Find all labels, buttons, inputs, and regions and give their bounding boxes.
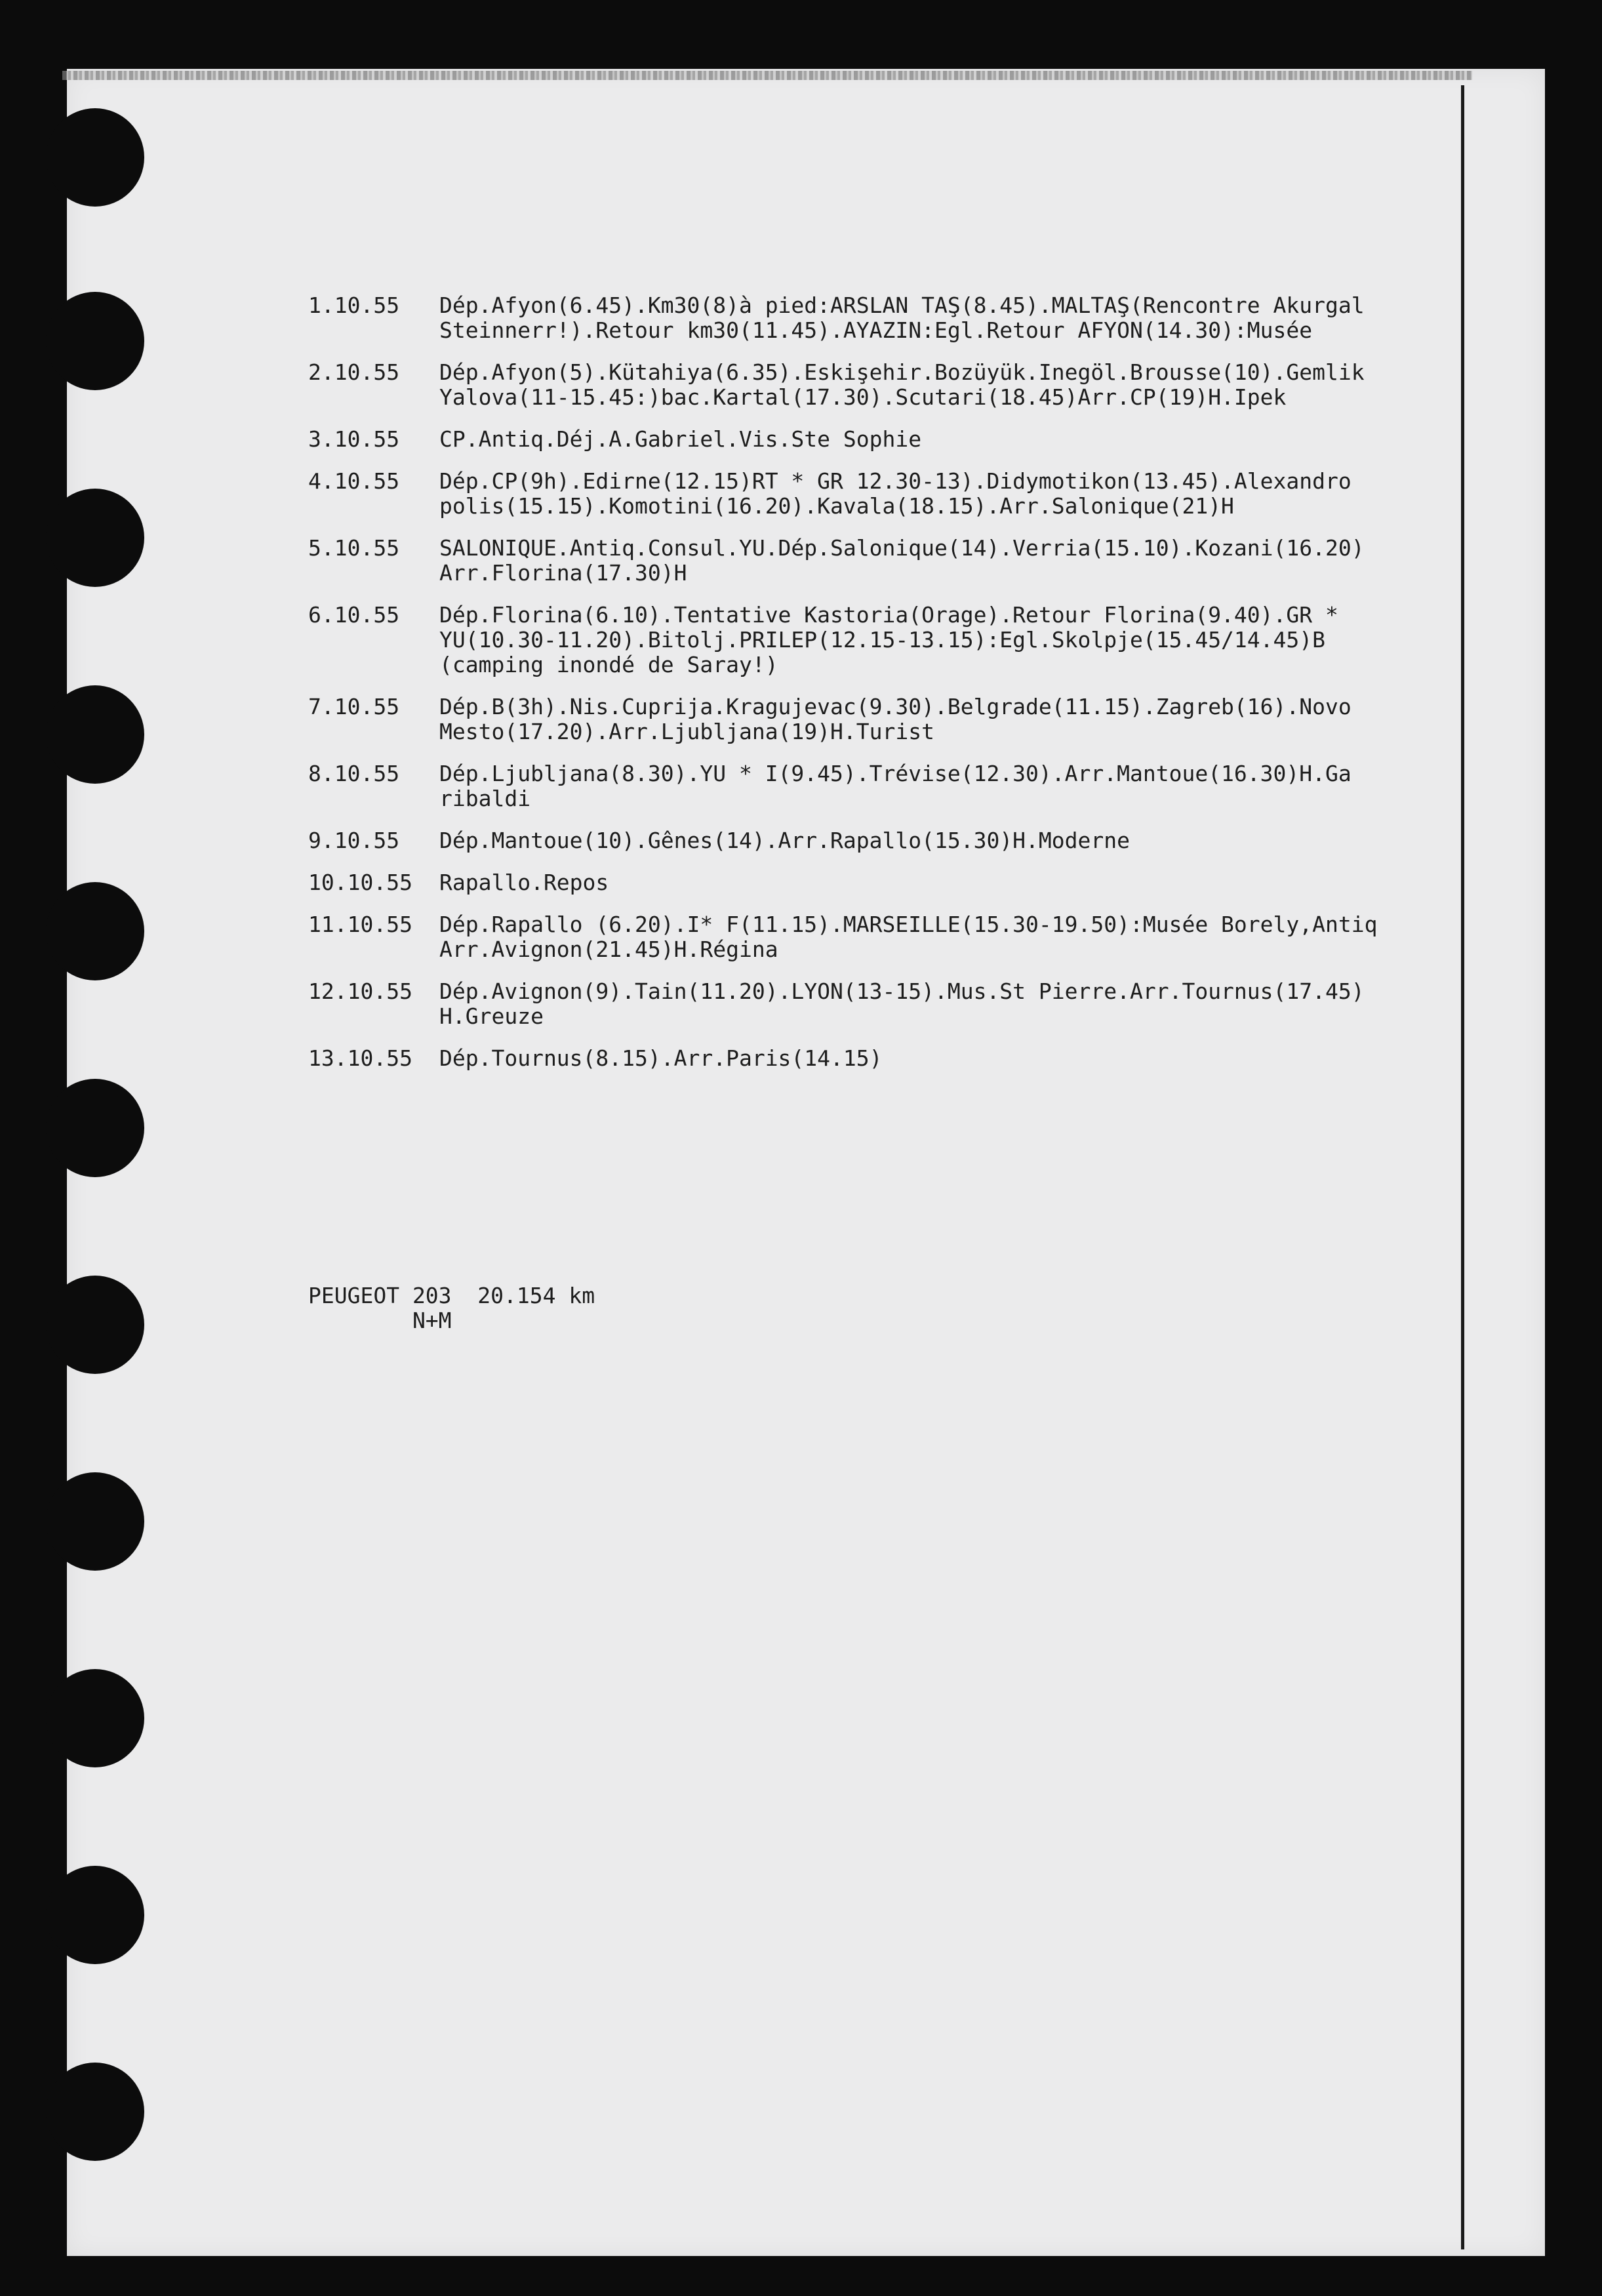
binder-hole	[46, 1276, 144, 1374]
entry-line: Dép.Mantoue(10).Gênes(14).Arr.Rapallo(15.30)H.Moderne	[439, 828, 1130, 853]
entry-text	[439, 870, 1482, 895]
entry-line: (camping inondé de Saray!)	[439, 652, 778, 677]
entry-text	[439, 912, 1482, 962]
entry-text	[439, 469, 1482, 519]
itinerary-entry	[308, 870, 1482, 895]
entry-line: Dép.B(3h).Nis.Cuprija.Kragujevac(9.30).Belgrade(11.15).Zagreb(16).Novo	[439, 694, 1352, 719]
entry-line: Arr.Florina(17.30)H	[439, 560, 687, 586]
entry-line: Arr.Avignon(21.45)H.Régina	[439, 937, 778, 962]
binder-hole	[46, 1079, 144, 1177]
footer-note	[308, 1283, 595, 1333]
itinerary-entry	[308, 695, 1482, 744]
itinerary-log	[308, 293, 1482, 1088]
entry-line: Dép.Avignon(9).Tain(11.20).LYON(13-15).Mus.St Pierre.Arr.Tournus(17.45)	[439, 978, 1365, 1004]
binder-hole	[46, 685, 144, 784]
entry-line: Yalova(11-15.45:)bac.Kartal(17.30).Scutari(18.45)Arr.CP(19)H.Ipek	[439, 384, 1287, 410]
itinerary-entry	[308, 1046, 1482, 1071]
entry-line: Dép.CP(9h).Edirne(12.15)RT * GR 12.30-13).Didymotikon(13.45).Alexandro	[439, 468, 1352, 494]
entry-date: 9.10.55	[308, 828, 400, 853]
itinerary-entry	[308, 293, 1482, 343]
itinerary-entry	[308, 469, 1482, 519]
car-mileage: PEUGEOT 203 20.154 km	[308, 1283, 595, 1308]
entry-date: 6.10.55	[308, 602, 400, 628]
entry-line: Mesto(17.20).Arr.Ljubljana(19)H.Turist	[439, 719, 934, 744]
entry-line: H.Greuze	[439, 1003, 544, 1029]
itinerary-entry	[308, 427, 1482, 452]
entry-text	[439, 360, 1482, 410]
entry-date: 2.10.55	[308, 359, 400, 385]
entry-line: polis(15.15).Komotini(16.20).Kavala(18.15).Arr.Salonique(21)H	[439, 493, 1234, 519]
entry-line: ribaldi	[439, 786, 531, 811]
binder-hole	[46, 292, 144, 390]
itinerary-entry	[308, 828, 1482, 853]
binder-hole	[46, 882, 144, 980]
entry-date: 5.10.55	[308, 535, 400, 561]
itinerary-entry	[308, 761, 1482, 811]
binder-hole	[46, 2063, 144, 2161]
entry-date: 7.10.55	[308, 694, 400, 719]
entry-date: 11.10.55	[308, 912, 412, 937]
entry-text	[439, 293, 1482, 343]
entry-line: Dép.Afyon(5).Kütahiya(6.35).Eskişehir.Bozüyük.Inegöl.Brousse(10).Gemlik	[439, 359, 1365, 385]
entry-date: 12.10.55	[308, 978, 412, 1004]
top-rule-line	[62, 71, 1472, 80]
binder-hole	[46, 1669, 144, 1767]
entry-line: Steinnerr!).Retour km30(11.45).AYAZIN:Egl.Retour AFYON(14.30):Musée	[439, 317, 1313, 343]
entry-date: 10.10.55	[308, 870, 412, 895]
itinerary-entry	[308, 603, 1482, 677]
entry-text	[439, 427, 1482, 452]
itinerary-entry	[308, 979, 1482, 1029]
entry-date: 1.10.55	[308, 292, 400, 318]
entry-date: 3.10.55	[308, 426, 400, 452]
entry-line: Dép.Afyon(6.45).Km30(8)à pied:ARSLAN TAŞ(8.45).MALTAŞ(Rencontre Akurgal	[439, 292, 1365, 318]
entry-date: 8.10.55	[308, 761, 400, 786]
entry-line: Dép.Ljubljana(8.30).YU * I(9.45).Trévise(12.30).Arr.Mantoue(16.30)H.Ga	[439, 761, 1352, 786]
entry-date: 4.10.55	[308, 468, 400, 494]
binder-hole	[46, 1866, 144, 1964]
entry-line: Rapallo.Repos	[439, 870, 609, 895]
travellers-initials: N+M	[308, 1308, 452, 1333]
entry-line: SALONIQUE.Antiq.Consul.YU.Dép.Salonique(14).Verria(15.10).Kozani(16.20)	[439, 535, 1365, 561]
entry-line: Dép.Florina(6.10).Tentative Kastoria(Orage).Retour Florina(9.40).GR *	[439, 602, 1338, 628]
entry-line: Dép.Rapallo (6.20).I* F(11.15).MARSEILLE(15.30-19.50):Musée Borely,Antiq	[439, 912, 1378, 937]
entry-date: 13.10.55	[308, 1045, 412, 1071]
entry-text	[439, 695, 1482, 744]
entry-text	[439, 761, 1482, 811]
entry-text	[439, 979, 1482, 1029]
itinerary-entry	[308, 912, 1482, 962]
entry-line: YU(10.30-11.20).Bitolj.PRILEP(12.15-13.15):Egl.Skolpje(15.45/14.45)B	[439, 627, 1326, 653]
itinerary-entry	[308, 536, 1482, 586]
itinerary-entry	[308, 360, 1482, 410]
entry-text	[439, 536, 1482, 586]
entry-text	[439, 603, 1482, 677]
binder-hole	[46, 489, 144, 587]
entry-text	[439, 828, 1482, 853]
binder-hole	[46, 108, 144, 207]
binder-hole	[46, 1472, 144, 1571]
entry-line: Dép.Tournus(8.15).Arr.Paris(14.15)	[439, 1045, 883, 1071]
entry-text	[439, 1046, 1482, 1071]
entry-line: CP.Antiq.Déj.A.Gabriel.Vis.Ste Sophie	[439, 426, 922, 452]
